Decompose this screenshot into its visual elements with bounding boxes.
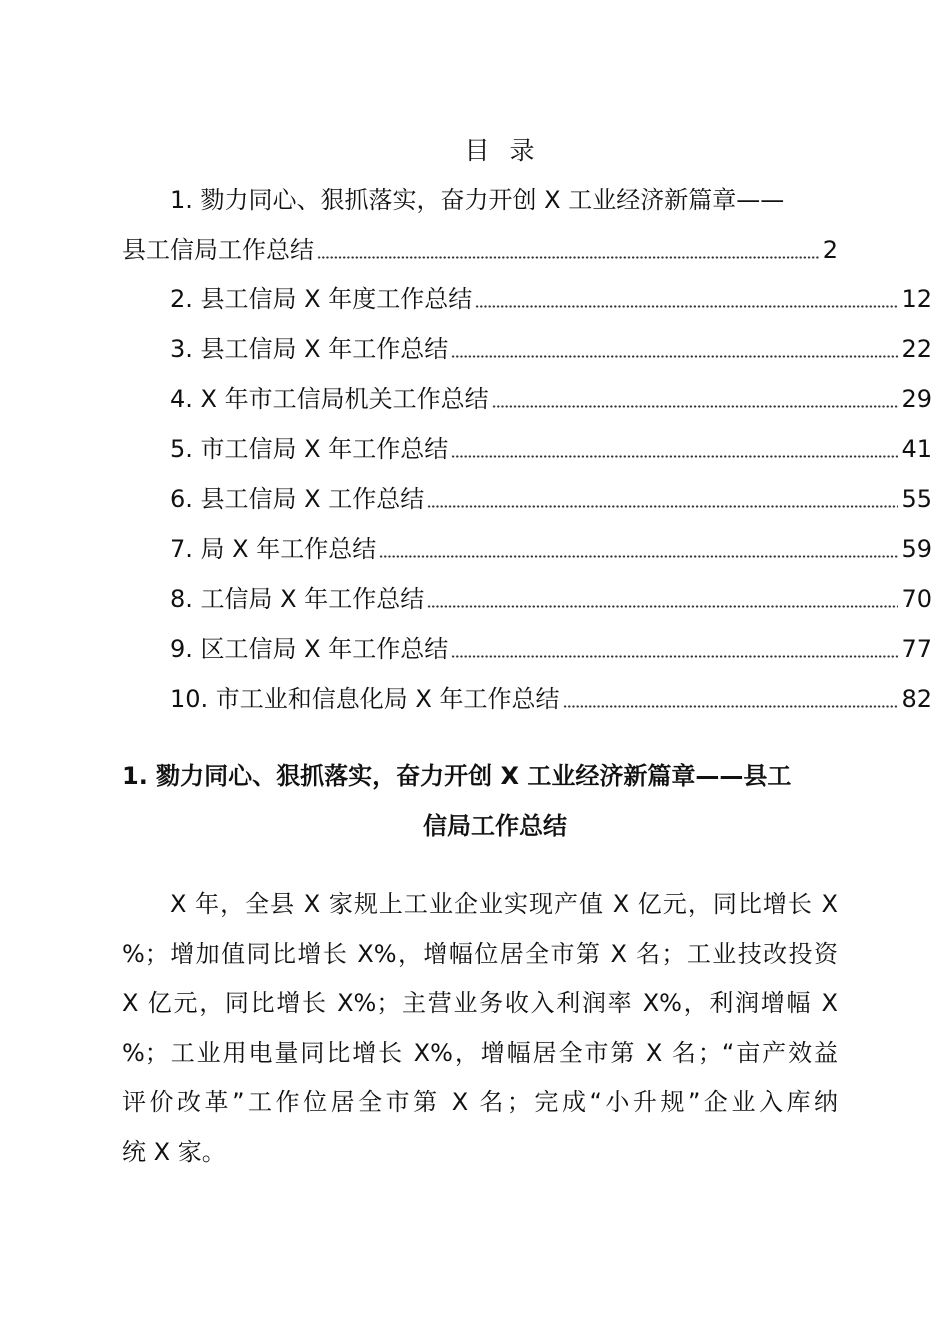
toc-entry-1-line1[interactable]: 1. 勠力同心、狠抓落实，奋力开创 X 工业经济新篇章—— <box>170 186 785 214</box>
toc-leader-dots <box>475 305 898 308</box>
section-heading-line1: 1. 勠力同心、狠抓落实，奋力开创 X 工业经济新篇章——县工 <box>122 762 792 790</box>
toc-title: 目 录 <box>464 136 541 165</box>
paragraph-line: 统 X 家。 <box>122 1137 226 1166</box>
toc-page-number: 41 <box>901 435 932 463</box>
toc-entry-title: 9. 区工信局 X 年工作总结 <box>170 635 449 663</box>
toc-entry-6[interactable] <box>170 481 932 517</box>
toc-leader-dots <box>451 655 898 658</box>
toc-leader-dots <box>451 355 898 358</box>
toc-entry-2[interactable] <box>170 281 932 317</box>
toc-leader-dots <box>427 505 898 508</box>
toc-leader-dots <box>451 455 898 458</box>
toc-entry-title: 6. 县工信局 X 工作总结 <box>170 485 425 513</box>
toc-entry-7[interactable] <box>170 531 932 567</box>
paragraph-line: %；增加值同比增长 X%，增幅位居全市第 X 名；工业技改投资 <box>122 939 838 968</box>
toc-entry-8[interactable] <box>170 581 932 617</box>
toc-entry-title: 7. 局 X 年工作总结 <box>170 535 377 563</box>
toc-page-number: 12 <box>901 285 932 313</box>
toc-entry-title: 10. 市工业和信息化局 X 年工作总结 <box>170 685 560 713</box>
toc-page-number: 77 <box>901 635 932 663</box>
toc-leader-dots <box>563 705 899 708</box>
toc-page-number: 55 <box>901 485 932 513</box>
toc-page-number: 59 <box>901 535 932 563</box>
toc-entry-3[interactable] <box>170 331 932 367</box>
toc-page-number: 29 <box>901 385 932 413</box>
toc-page-number: 70 <box>901 585 932 613</box>
toc-entry-title: 3. 县工信局 X 年工作总结 <box>170 335 449 363</box>
toc-leader-dots <box>492 405 899 408</box>
toc-entry-9[interactable] <box>170 631 932 667</box>
toc-page-number: 2 <box>822 236 838 264</box>
toc-entry-title: 县工信局工作总结 <box>122 236 314 264</box>
paragraph-line: X 年，全县 X 家规上工业企业实现产值 X 亿元，同比增长 X <box>170 890 838 918</box>
toc-entry-title: 2. 县工信局 X 年度工作总结 <box>170 285 473 313</box>
toc-page-number: 82 <box>901 685 932 713</box>
toc-entry-title: 8. 工信局 X 年工作总结 <box>170 585 425 613</box>
section-heading-line2: 信局工作总结 <box>423 812 567 840</box>
toc-leader-dots <box>427 605 898 608</box>
paragraph-line: X 亿元，同比增长 X%；主营业务收入利润率 X%，利润增幅 X <box>122 989 838 1018</box>
paragraph-line: %；工业用电量同比增长 X%，增幅居全市第 X 名；“亩产效益 <box>122 1038 838 1067</box>
toc-entry-1-line2[interactable] <box>122 232 838 268</box>
toc-entry-5[interactable] <box>170 431 932 467</box>
toc-entry-title: 4. X 年市工信局机关工作总结 <box>170 385 489 413</box>
toc-entry-10[interactable] <box>170 681 932 717</box>
body-paragraph <box>122 880 838 1178</box>
paragraph-line: 评价改革”工作位居全市第 X 名；完成“小升规”企业入库纳 <box>122 1088 838 1117</box>
toc-entry-4[interactable] <box>170 381 932 417</box>
toc-leader-dots <box>317 256 820 259</box>
toc-leader-dots <box>379 555 898 558</box>
toc-page-number: 22 <box>901 335 932 363</box>
toc-entry-title: 5. 市工信局 X 年工作总结 <box>170 435 449 463</box>
